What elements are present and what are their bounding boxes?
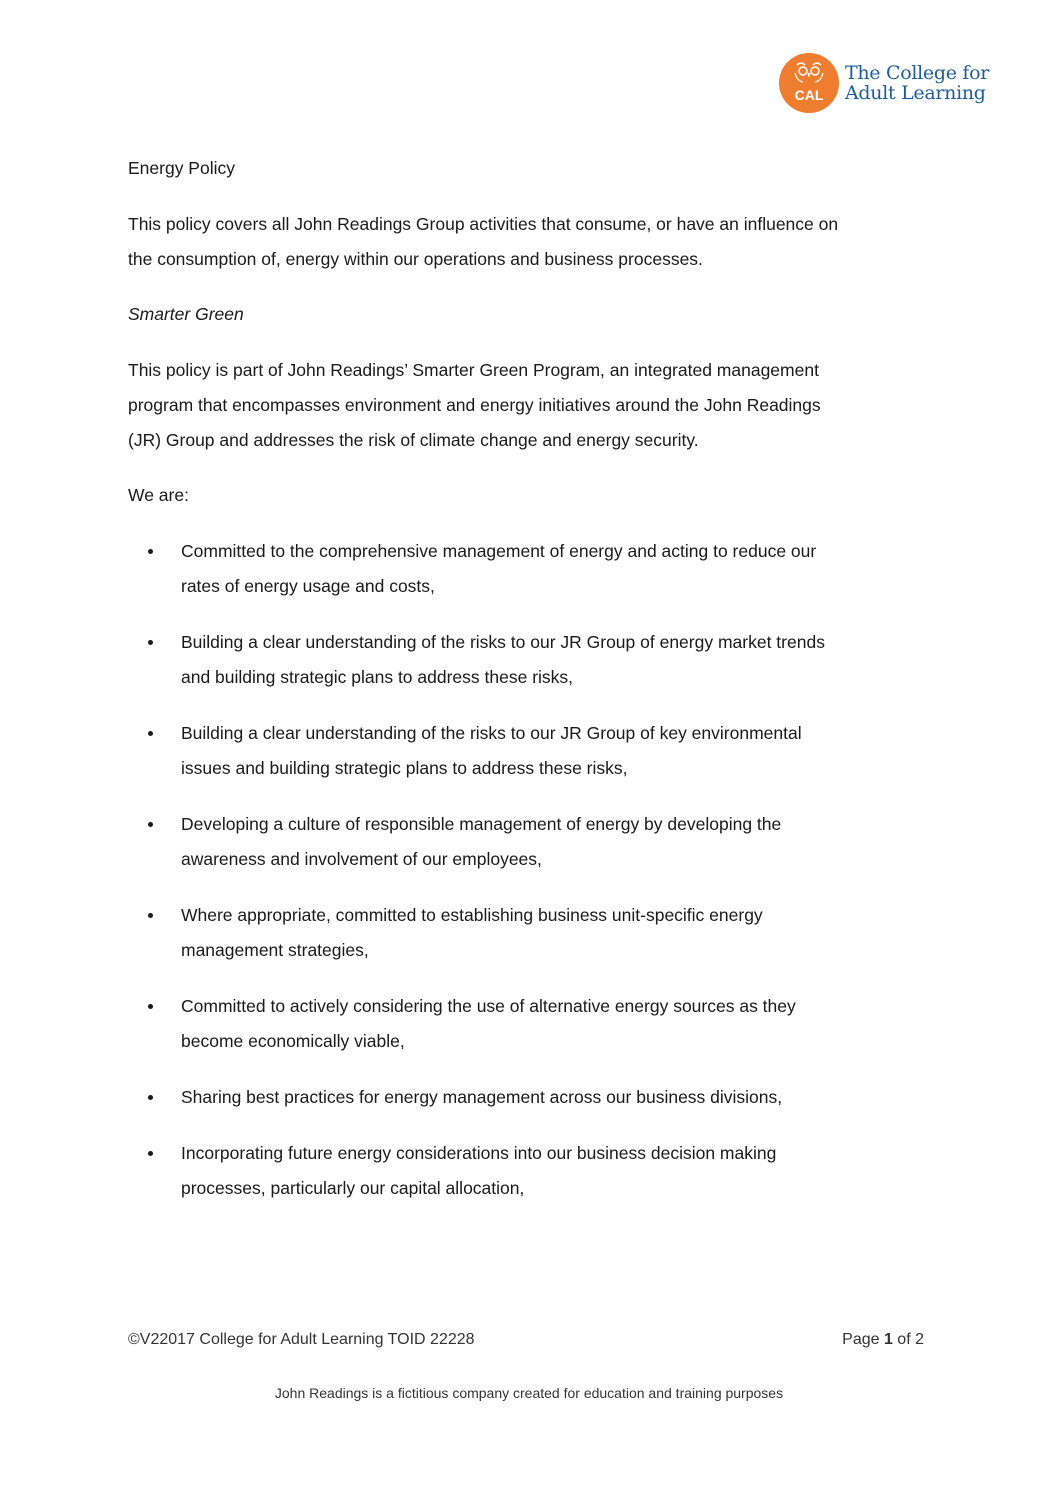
footer-copyright: ©V22017 College for Adult Learning TOID 22228 <box>128 1331 475 1348</box>
list-item-line: rates of energy usage and costs, <box>181 576 435 596</box>
list-item-line: Building a clear understanding of the risks to our JR Group of key environmental <box>181 723 802 743</box>
list-item-line: Committed to the comprehensive management of energy and acting to reduce our <box>181 541 817 561</box>
bullet-icon <box>148 1151 153 1156</box>
intro-line: the consumption of, energy within our operations and business processes. <box>128 249 703 269</box>
program-line: (JR) Group and addresses the risk of climate change and energy security. <box>128 430 699 450</box>
list-item <box>128 989 825 1059</box>
lead-in: We are: <box>128 485 189 505</box>
list-item-line: management strategies, <box>181 940 369 960</box>
list-item <box>128 807 825 877</box>
cal-badge <box>779 53 839 113</box>
bullet-icon <box>148 731 153 736</box>
list-item-line: processes, particularly our capital allocation, <box>181 1178 525 1198</box>
page-current: 1 <box>883 1331 893 1348</box>
list-item-line: Where appropriate, committed to establishing business unit-specific energy <box>181 905 763 925</box>
owl-icon <box>793 61 825 83</box>
college-logo <box>779 53 989 113</box>
bullet-icon <box>148 1004 153 1009</box>
program-paragraph <box>128 353 821 458</box>
college-name-line2: Adult Learning <box>845 82 986 104</box>
bullet-icon <box>148 822 153 827</box>
list-item <box>128 898 825 968</box>
list-item <box>128 625 825 695</box>
list-item <box>128 534 825 604</box>
program-line: This policy is part of John Readings’ Smarter Green Program, an integrated management <box>128 360 819 380</box>
list-item-line: Building a clear understanding of the risks to our JR Group of energy market trends <box>181 632 825 652</box>
list-item-line: issues and building strategic plans to address these risks, <box>181 758 628 778</box>
list-item-line: Developing a culture of responsible management of energy by developing the <box>181 814 782 834</box>
intro-line: This policy covers all John Readings Group activities that consume, or have an influence on <box>128 214 839 234</box>
bullet-icon <box>148 1095 153 1100</box>
intro-paragraph <box>128 207 838 277</box>
list-item <box>128 716 825 786</box>
list-item-line: and building strategic plans to address these risks, <box>181 667 574 687</box>
program-line: program that encompasses environment and energy initiatives around the John Readings <box>128 395 821 415</box>
commitments-list <box>128 534 825 1227</box>
document-title: Energy Policy <box>128 158 235 178</box>
college-name <box>845 63 989 103</box>
badge-text: CAL <box>794 87 824 103</box>
list-item-line: Sharing best practices for energy management across our business divisions, <box>181 1087 783 1107</box>
list-item-line: Incorporating future energy considerations into our business decision making <box>181 1143 777 1163</box>
bullet-icon <box>148 549 153 554</box>
subheading: Smarter Green <box>128 304 244 324</box>
college-name-line1: The College for <box>845 62 990 84</box>
footer-disclaimer: John Readings is a fictitious company created for education and training purposes <box>274 1385 784 1401</box>
page-mid: of <box>892 1331 916 1348</box>
bullet-icon <box>148 913 153 918</box>
page-total: 2 <box>915 1331 924 1348</box>
list-item <box>128 1136 825 1206</box>
list-item-line: awareness and involvement of our employees, <box>181 849 542 869</box>
bullet-icon <box>148 640 153 645</box>
page-number <box>842 1331 924 1349</box>
list-item-line: become economically viable, <box>181 1031 405 1051</box>
list-item-line: Committed to actively considering the use of alternative energy sources as they <box>181 996 796 1016</box>
page-prefix: Page <box>842 1331 884 1348</box>
list-item <box>128 1080 825 1115</box>
